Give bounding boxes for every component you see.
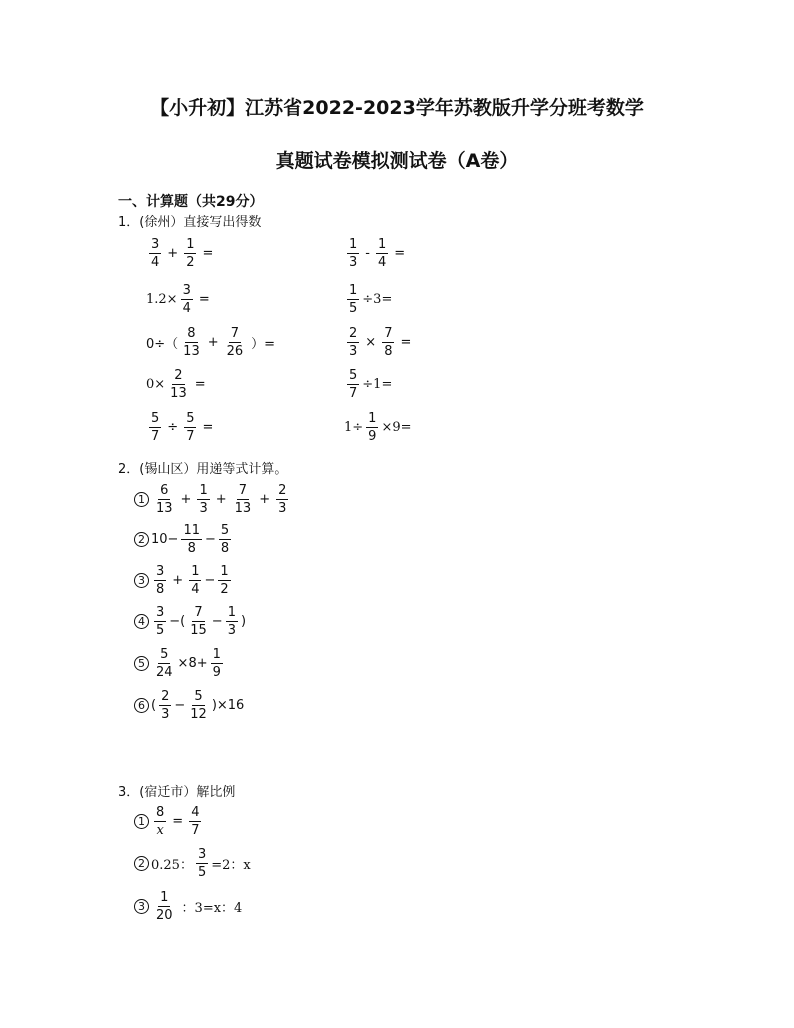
circled-number: 2 (134, 856, 149, 871)
fraction: $\frac{7}{13}$ (234, 483, 252, 516)
circled-number: 3 (134, 573, 149, 588)
fraction: 2 3 (161, 689, 170, 722)
fraction: 6 13 (156, 483, 173, 516)
q2-expr-1: 1 6 13 + $\frac{1}{3}$ + $\frac{7}{13}$ + $\frac{2}{3}$ (134, 484, 291, 515)
section-heading: 一、计算题（共29分） (118, 194, 264, 210)
fraction: $\frac{1}{9}$ (212, 647, 221, 680)
fraction: $\frac{7}{26}$ (226, 326, 244, 359)
question-3-label: 3．(宿迁市）解比例 (118, 785, 236, 800)
fraction: 3 5 (156, 605, 165, 638)
fraction: 3 4 (151, 237, 160, 270)
fraction: 3 8 (156, 564, 165, 597)
page-title-line1: 【小升初】江苏省2022-2023学年苏教版升学分班考数学 (150, 97, 644, 119)
fraction: 8 13 (183, 326, 200, 359)
circled-number: 2 (134, 532, 149, 547)
fraction: $\frac{1}{2}$ (186, 237, 195, 270)
fraction: $\frac{3}{4}$ (182, 283, 191, 316)
q1-item-10: 1÷ $\frac{1}{9}$ ×9= (344, 411, 412, 444)
fraction: $\frac{1}{3}$ (199, 483, 208, 516)
fraction: $\frac{5}{8}$ (220, 523, 230, 556)
fraction: $\frac{1}{4}$ (377, 237, 387, 270)
fraction: $\frac{1}{4}$ (191, 564, 200, 597)
q3-expr-2: 2 0.25： $\frac{3}{5}$ =2：x (134, 848, 251, 879)
fraction: $\frac{1}{5}$ (349, 283, 358, 316)
fraction: 1 3 (349, 237, 358, 270)
fraction: $\frac{5}{7}$ (186, 411, 195, 444)
fraction: $\frac{11}{8}$ (183, 523, 200, 556)
q1-item-1: 3 4 + $\frac{1}{2}$ = (151, 237, 214, 270)
q2-expr-2: 2 10− $\frac{11}{8}$ − $\frac{5}{8}$ (134, 524, 234, 555)
page-title-line2: 真题试卷模拟测试卷（A卷） (275, 150, 519, 172)
fraction: $\frac{1}{2}$ (220, 564, 229, 597)
q1-item-3: 1.2× $\frac{3}{4}$ = (146, 283, 210, 316)
fraction: 1 20 (156, 890, 173, 923)
q3-expr-1: 1 $\frac{8}{x}$ = $\frac{4}{7}$ (134, 806, 204, 837)
fraction: $\frac{2}{13}$ (170, 368, 187, 401)
fraction: $\frac{2}{3}$ (349, 326, 358, 359)
q2-expr-4: 4 3 5 −( 7 15 − $\frac{1}{3}$ ) (134, 606, 246, 637)
fraction: 7 15 (190, 605, 207, 638)
q1-item-5: 0÷（ 8 13 + $\frac{7}{26}$ ）= (146, 326, 276, 359)
fraction: $\frac{8}{x}$ (156, 805, 165, 838)
q1-item-7: 0× $\frac{2}{13}$ = (146, 368, 206, 401)
circled-number: 3 (134, 899, 149, 914)
circled-number: 1 (134, 492, 149, 507)
circled-number: 4 (134, 614, 149, 629)
fraction: $\frac{2}{3}$ (278, 483, 287, 516)
fraction: $\frac{5}{7}$ (151, 411, 160, 444)
fraction: $\frac{1}{3}$ (227, 605, 236, 638)
q1-item-8: $\frac{5}{7}$ ÷1= (349, 368, 393, 401)
q3-expr-3: 3 1 20 ：3=x：4 (134, 891, 242, 922)
fraction: $\frac{7}{8}$ (384, 326, 393, 359)
fraction: $\frac{4}{7}$ (191, 805, 200, 838)
q1-item-9: $\frac{5}{7}$ ÷ $\frac{5}{7}$ = (151, 411, 214, 444)
fraction: $\frac{5}{7}$ (349, 368, 358, 401)
circled-number: 5 (134, 656, 149, 671)
q2-expr-3: 3 3 8 + $\frac{1}{4}$ − $\frac{1}{2}$ (134, 565, 234, 596)
q2-expr-5: 5 $\frac{5}{24}$ ×8+ $\frac{1}{9}$ (134, 648, 226, 679)
q1-item-6: $\frac{2}{3}$ × $\frac{7}{8}$ = (349, 326, 412, 359)
q1-item-2: 1 3 - $\frac{1}{4}$ = (349, 237, 406, 270)
question-2-label: 2．(锡山区）用递等式计算。 (118, 462, 288, 477)
fraction: $\frac{3}{5}$ (197, 847, 207, 880)
fraction: $\frac{5}{24}$ (156, 647, 173, 680)
q1-item-4: $\frac{1}{5}$ ÷3= (349, 283, 393, 316)
fraction: $\frac{1}{9}$ (368, 411, 377, 444)
question-1-label: 1．(徐州）直接写出得数 (118, 215, 262, 230)
circled-number: 1 (134, 814, 149, 829)
circled-number: 6 (134, 698, 149, 713)
q2-expr-6: 6 ( 2 3 − $\frac{5}{12}$ )×16 (134, 690, 244, 721)
fraction: $\frac{5}{12}$ (190, 689, 207, 722)
